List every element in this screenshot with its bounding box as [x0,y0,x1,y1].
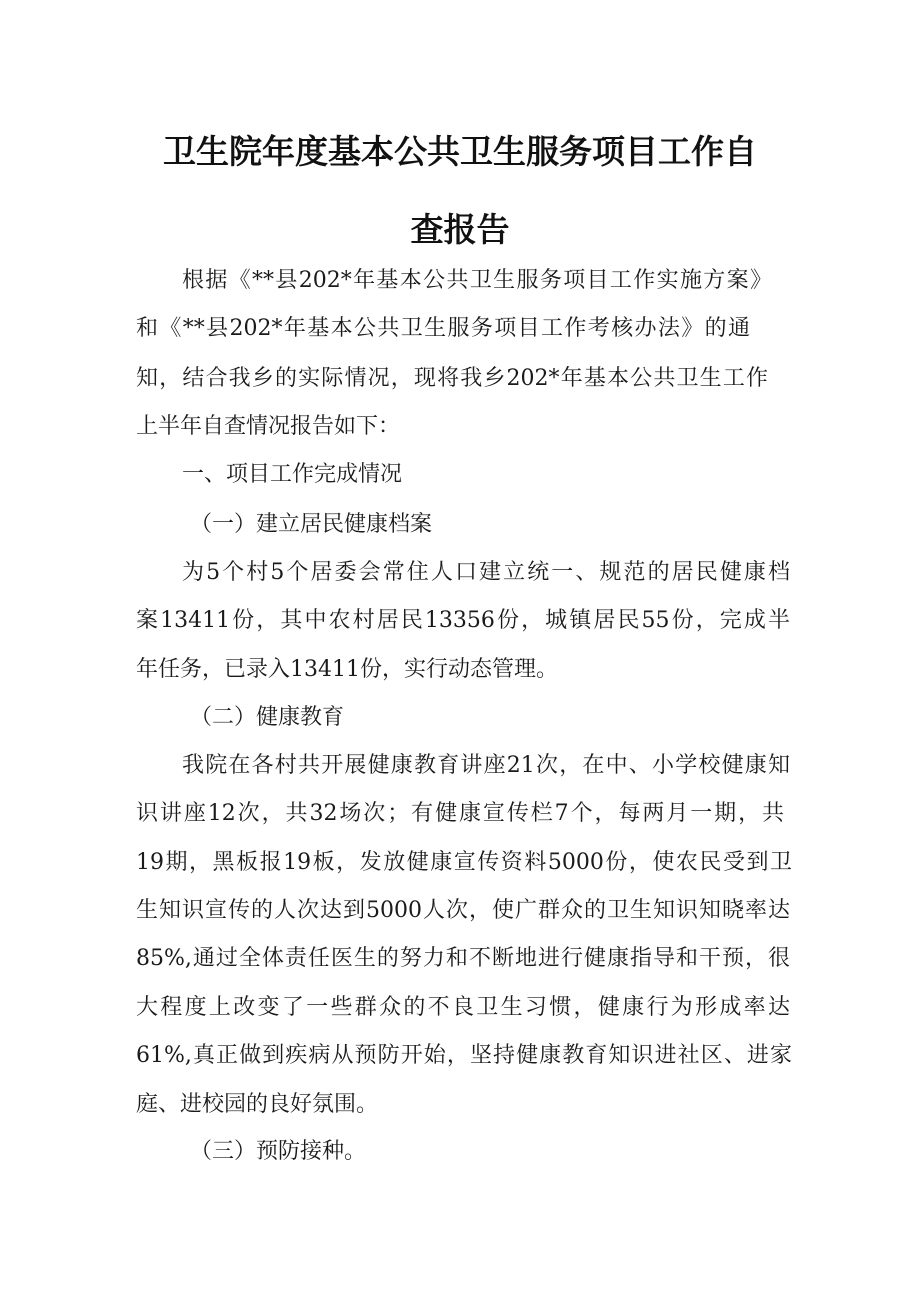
subsection-2-line-4: 生知识宣传的人次达到5000人次，使广群众的卫生知识知晓率达 [136,898,790,923]
subsection-2-line-7: 61%,真正做到疾病从预防开始，坚持健康教育知识进社区、进家 [136,1043,792,1068]
document-title-line-2: 查报告 [410,210,510,249]
subsection-2-line-6: 大程度上改变了一些群众的不良卫生习惯，健康行为形成率达 [136,995,790,1020]
subsection-2-line-5: 85%,通过全体责任医生的努力和不断地进行健康指导和干预，很 [136,946,790,971]
subsection-3-heading: （三）预防接种。 [190,1139,367,1164]
subsection-2-heading: （二）健康教育 [190,705,345,730]
intro-line-2: 和《**县202*年基本公共卫生服务项目工作考核办法》的通 [136,316,750,341]
subsection-2-line-8: 庭、进校园的良好氛围。 [136,1092,379,1117]
subsection-1-line-1: 为5个村5个居委会常住人口建立统一、规范的居民健康档 [182,560,790,585]
intro-line-4: 上半年自查情况报告如下： [136,414,401,439]
document-title-line-1: 卫生院年度基本公共卫生服务项目工作自 [163,132,757,171]
subsection-1-heading: （一）建立居民健康档案 [190,512,433,537]
subsection-2-line-2: 识讲座12次，共32场次；有健康宣传栏7个，每两月一期，共 [136,801,784,826]
subsection-1-line-2: 案13411份，其中农村居民13356份，城镇居民55份，完成半 [136,608,790,633]
section-heading: 一、项目工作完成情况 [182,462,403,487]
subsection-1-line-3: 年任务，已录入13411份，实行动态管理。 [136,657,558,682]
subsection-2-line-1: 我院在各村共开展健康教育讲座21次，在中、小学校健康知 [182,753,790,778]
subsection-2-line-3: 19期，黑板报19板，发放健康宣传资料5000份，使农民受到卫 [136,850,792,875]
intro-line-3: 知，结合我乡的实际情况，现将我乡202*年基本公共卫生工作 [136,366,768,391]
intro-line-1: 根据《**县202*年基本公共卫生服务项目工作实施方案》 [182,268,772,293]
